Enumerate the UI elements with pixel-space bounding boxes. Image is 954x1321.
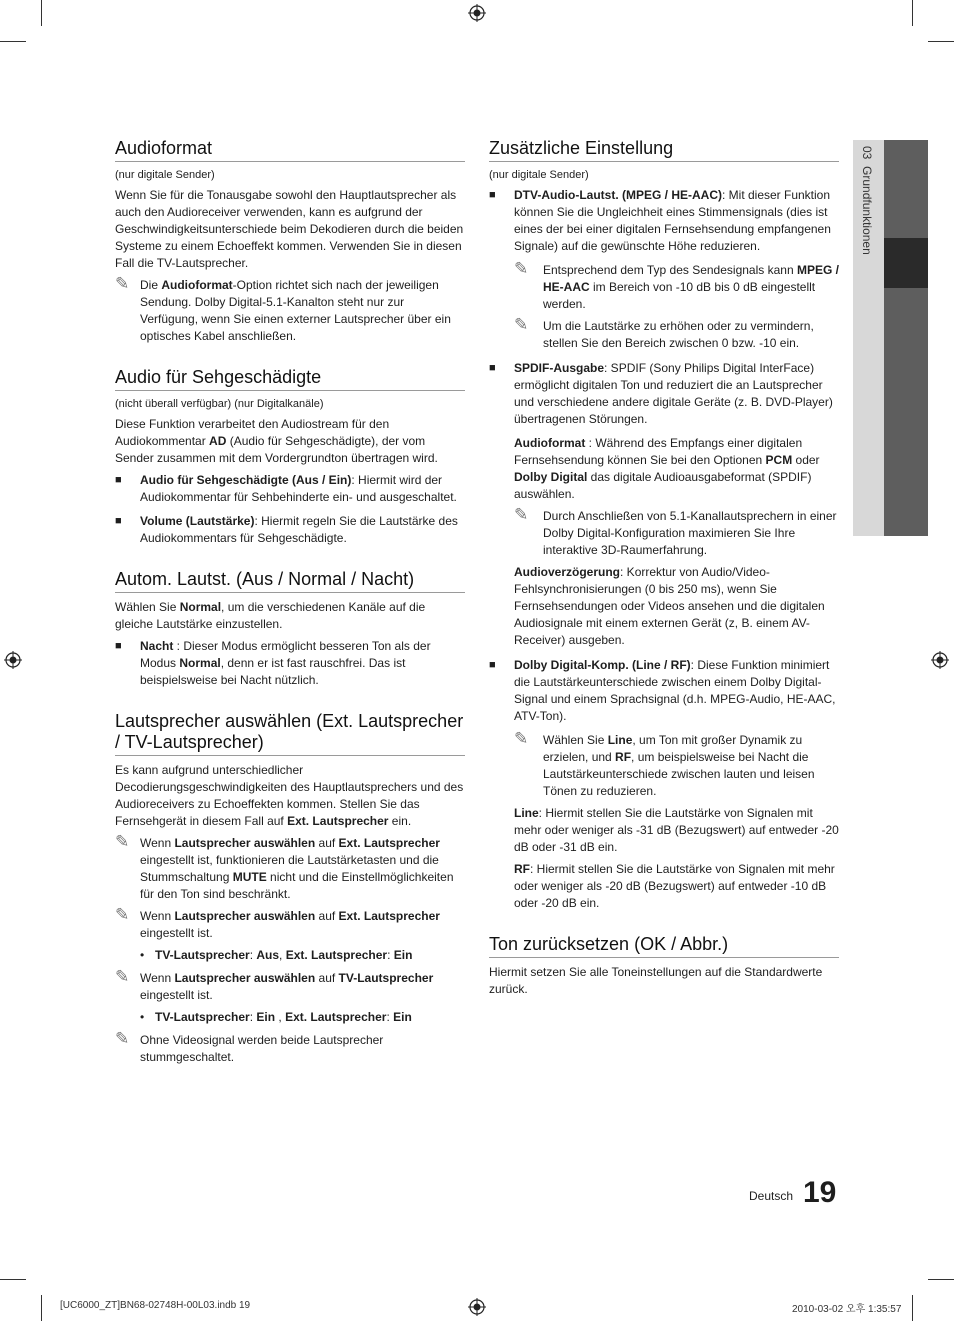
square-bullet-icon: ■ [115,640,122,652]
body-text: RF: Hiermit stellen Sie die Lautstärke von Signalen mit mehr oder weniger als -20 dB (Bezugswert) auf entweder -10 dB oder -20 dB ein. [514,862,835,910]
section-title: Zusätzliche Einstellung [489,138,839,162]
note-pen-icon: ✎ [115,1029,130,1048]
note: ✎ Die Audioformat-Option richtet sich nach der jeweiligen Sendung. Dolby Digital-5.1-Kanalton steht nur zur Verfügung, wenn Sie einen externer Lautsprecher über ein optisches Kabel anschließen. [115,274,451,343]
square-bullet-icon: ■ [489,659,496,671]
list-item: ■ Audio für Sehgeschädigte (Aus / Ein): Hiermit wird der Audiokommentar für Sehbehinderte ein- und ausgeschaltet. [115,473,457,504]
crop-mark [912,0,913,26]
note: ✎ Wählen Sie Line, um Ton mit großer Dynamik zu erzielen, und RF, um beispielsweise bei Nacht die Lautstärkeunterschiede zwischen lauten und leisen Tönen zu reduzieren. [514,729,815,798]
print-slug-right: 2010-03-02 오후 1:35:57 [792,1304,902,1315]
scope-note: (nur digitale Sender) [489,169,589,181]
note: ✎ Ohne Videosignal werden beide Lautsprecher stummgeschaltet. [115,1029,384,1064]
section-title: Audio für Sehgeschädigte [115,367,465,391]
body-text: Audioformat : Während des Empfangs einer digitalen Fernsehsendung können Sie bei den Optionen PCM oder Dolby Digital das digitale Audioausgabeformat (SPDIF) auswählen. [514,436,820,501]
square-bullet-icon: ■ [115,474,122,486]
note: ✎ Wenn Lautsprecher auswählen auf Ext. Lautsprecher eingestellt ist. [115,905,440,940]
section-title: Autom. Lautst. (Aus / Normal / Nacht) [115,569,465,593]
footer-language: Deutsch [749,1189,794,1203]
body-text: Wählen Sie Normal, um die verschiedenen Kanäle auf die gleiche Lautstärke einzustellen. [115,600,426,631]
crop-mark [928,1279,954,1280]
body-text: Es kann aufgrund unterschiedlicher Decodierungsgeschwindigkeiten des Hauptlautsprechers und des Audioreceivers zu Echoeffekten kommen. Stellen Sie das Fernsehgerät in diesem Fall auf Ext. Lautsprecher ein. [115,763,464,828]
note-pen-icon: ✎ [514,505,529,524]
left-column [115,138,465,1088]
section-speaker-select [115,711,465,1066]
bullet-item: • TV-Lautsprecher: Aus, Ext. Lautsprecher: Ein [140,948,413,962]
dot-bullet-icon: • [140,948,145,962]
note: ✎ Wenn Lautsprecher auswählen auf Ext. Lautsprecher eingestellt ist, funktionieren die Lautstärketasten und die Stummschaltung MUTE nicht und die Einstellmöglichkeiten für den Ton sind beschränkt. [115,832,454,901]
note: ✎ Durch Anschließen von 5.1-Kanallautsprechern in einer Dolby Digital-Konfiguration maximieren Sie Ihre interaktive 3D-Raumerfahrung. [514,505,837,557]
note-pen-icon: ✎ [514,259,529,278]
note-pen-icon: ✎ [115,905,130,924]
registration-mark-icon [931,651,949,669]
scope-note: (nur digitale Sender) [115,169,215,181]
square-bullet-icon: ■ [489,362,496,374]
note: ✎ Um die Lautstärke zu erhöhen oder zu vermindern, stellen Sie den Bereich zwischen 0 bzw. -10 ein. [514,315,814,350]
note: ✎ Wenn Lautsprecher auswählen auf TV-Lautsprecher eingestellt ist. [115,967,434,1002]
crop-mark [41,0,42,26]
note-pen-icon: ✎ [115,967,130,986]
section-title: Audioformat [115,138,465,162]
note-pen-icon: ✎ [514,315,529,334]
body-text: Audioverzögerung: Korrektur von Audio/Video-Fehlsynchronisierungen (0 bis 250 ms), wenn Sie Fernsehsendungen oder Videos ansehen und die digitalen Audiosignale mit einem externen Gerät (z, B. einem AV-Receiver) ausgeben. [514,565,825,647]
list-item: ■ Dolby Digital-Komp. (Line / RF): Diese Funktion minimiert die Lautstärkeunterschiede zwischen einem Dolby Digital-Signal und einem Sprachsignal (d.h. MPEG-Audio, HE-AAC, ATV-Ton). [489,658,836,723]
crop-mark [928,41,954,42]
crop-mark [0,41,26,42]
note-pen-icon: ✎ [115,274,130,293]
list-item: ■ Volume (Lautstärke): Hiermit regeln Sie die Lautstärke des Audiokommentars für Sehgeschädigte. [115,514,458,545]
chapter-tab-strip [884,140,928,536]
chapter-tab-marker [884,238,928,288]
print-slug-left: [UC6000_ZT]BN68-02748H-00L03.indb 19 [60,1300,251,1311]
scope-note: (nicht überall verfügbar) (nur Digitalkanäle) [115,398,324,410]
section-title: Ton zurücksetzen (OK / Abbr.) [489,934,839,958]
list-item: ■ Nacht : Dieser Modus ermöglicht besseren Ton als der Modus Normal, denn er ist fast rauschfrei. Das ist beispielsweise bei Nacht nützlich. [115,639,431,687]
body-text: Diese Funktion verarbeitet den Audiostream für den Audiokommentar AD (Audio für Sehgeschädigte), der vom Sender zusammen mit dem Vordergrundton übertragen wird. [115,417,438,465]
note-pen-icon: ✎ [514,729,529,748]
note-pen-icon: ✎ [115,832,130,851]
registration-mark-icon [468,1298,486,1316]
dot-bullet-icon: • [140,1010,145,1024]
crop-mark [0,1279,26,1280]
section-title: Lautsprecher auswählen (Ext. Lautsprecher / TV-Lautsprecher) [115,711,465,756]
right-column [489,138,839,1020]
section-sound-reset [489,934,839,998]
section-additional-settings [489,138,839,912]
registration-mark-icon [4,651,22,669]
body-text: Line: Hiermit stellen Sie die Lautstärke von Signalen mit mehr oder weniger als -31 dB (Bezugswert) auf entweder -20 dB oder -31 dB ein. [514,806,839,854]
page-number: 19 [803,1176,837,1209]
section-audio-description [115,367,465,547]
square-bullet-icon: ■ [489,189,496,201]
bullet-item: • TV-Lautsprecher: Ein , Ext. Lautsprecher: Ein [140,1010,412,1024]
section-audioformat [115,138,465,345]
body-text: Wenn Sie für die Tonausgabe sowohl den Hauptlautsprecher als auch den Audioreceiver verwenden, kann es aufgrund der Geschwindigkeitsunterschiede beim Dekodieren durch die beiden Systeme zu einem Echoeffekt kommen. Verwenden Sie in diesen Fall die TV-Lautsprecher. [115,188,464,270]
body-text: Hiermit setzen Sie alle Toneinstellungen auf die Standardwerte zurück. [489,965,823,996]
chapter-label: 03 Grundfunktionen [860,146,874,255]
section-auto-volume [115,569,465,689]
list-item: ■ SPDIF-Ausgabe: SPDIF (Sony Philips Digital InterFace) ermöglicht digitalen Ton und reduziert die an Lautsprecher und verschiedene andere digitale Geräte (z. B. DVD-Player) übertragenen Störungen. [489,361,833,426]
square-bullet-icon: ■ [115,515,122,527]
registration-mark-icon [468,4,486,22]
list-item: ■ DTV-Audio-Lautst. (MPEG / HE-AAC): Mit dieser Funktion können Sie die Ungleichheit eines Stimmensignals (dies ist eines der bei einer digitalen Fernsehsendung empfangenen Signale) auf die gewünschte Höhe reduzieren. [489,188,831,253]
note: ✎ Entsprechend dem Typ des Sendesignals kann MPEG / HE-AAC im Bereich von -10 dB bis 0 dB eingestellt werden. [514,259,839,311]
crop-mark [912,1295,913,1321]
crop-mark [41,1295,42,1321]
